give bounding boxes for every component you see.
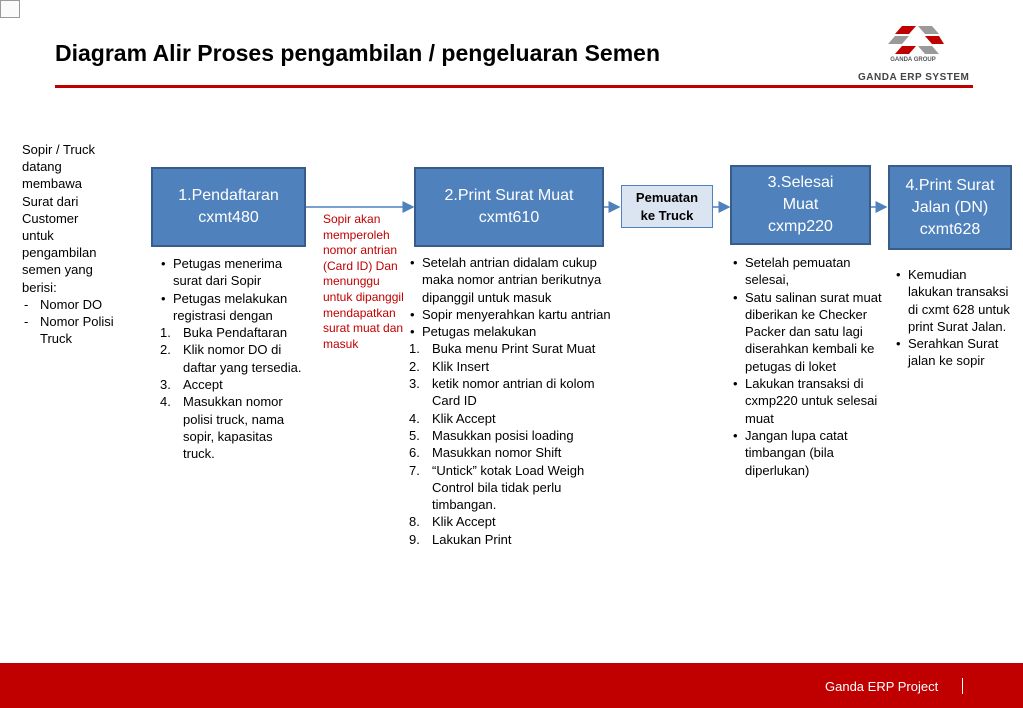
step-code: cxmt610 <box>478 209 540 226</box>
step-2-box <box>414 167 604 247</box>
note-step: 8. Klik Accept <box>408 513 623 530</box>
note-bullet: • Jangan lupa catat timbangan (bila diperlukan) <box>731 427 889 479</box>
intro-list-item: - Nomor DO <box>22 296 132 313</box>
note-bullet: • Serahkan Surat jalan ke sopir <box>894 335 1014 370</box>
note-bullet: • Petugas melakukan registrasi dengan <box>159 290 304 325</box>
note-step: 9. Lakukan Print <box>408 531 623 548</box>
intro-text <box>22 141 132 347</box>
page-title: Diagram Alir Proses pengambilan / pengeluaran Semen <box>55 40 660 66</box>
note-step: 3. Accept <box>159 376 304 393</box>
loading-label: Pemuatan <box>635 189 699 205</box>
step-label: 1.Pendaftaran <box>178 187 279 204</box>
note-bullet: • Setelah antrian didalam cukup maka nomor antrian berikutnya dipanggil untuk masuk <box>408 254 623 306</box>
note-step: 7. “Untick” kotak Load Weigh Control bila tidak perlu timbangan. <box>408 462 623 514</box>
note-bullet: • Satu salinan surat muat diberikan ke Checker Packer dan satu lagi diserahkan kembali ke petugas di loket <box>731 289 889 375</box>
logo-caption: GANDA GROUP <box>890 57 936 63</box>
title-divider <box>55 85 973 88</box>
intro-line: Customer <box>22 210 79 226</box>
note-bullet: • Kemudian lakukan transaksi di cxmt 628 untuk print Surat Jalan. <box>894 266 1014 335</box>
step-2-notes <box>408 254 623 548</box>
intro-line: semen yang <box>22 262 93 278</box>
step-code: cxmt628 <box>919 220 981 238</box>
note-bullet: • Petugas menerima surat dari Sopir <box>159 255 304 290</box>
note-step: 1. Buka Pendaftaran <box>159 324 304 341</box>
step-3-notes <box>731 254 889 479</box>
step-1-notes <box>159 255 304 463</box>
intro-list <box>22 296 132 348</box>
note-step: 5. Masukkan posisi loading <box>408 427 623 444</box>
step-label: 2.Print Surat Muat <box>444 187 574 204</box>
note-step: 6. Masukkan nomor Shift <box>408 444 623 461</box>
note-bullet: • Setelah pemuatan selesai, <box>731 254 889 289</box>
step-label: Jalan (DN) <box>911 198 989 216</box>
note-step: 4. Klik Accept <box>408 410 623 427</box>
ganda-logo-icon <box>888 24 944 58</box>
queue-note: Sopir akan memperoleh nomor antrian (Card ID) Dan menunggu untuk dipanggil mendapatkan surat muat dan masuk <box>323 212 404 351</box>
note-bullet: • Lakukan transaksi di cxmp220 untuk selesai muat <box>731 375 889 427</box>
loading-box <box>621 185 713 228</box>
step-label: 3.Selesai <box>767 174 834 191</box>
footer-text: Ganda ERP Project <box>825 679 939 694</box>
intro-list-item: - Nomor Polisi Truck <box>22 313 132 347</box>
step-label: 4.Print Surat <box>905 176 995 194</box>
step-label: Muat <box>782 196 819 213</box>
slide-thumbnail-icon <box>0 0 20 18</box>
intro-line: untuk <box>22 228 54 244</box>
note-bullet: • Petugas melakukan <box>408 323 623 340</box>
loading-label: ke Truck <box>640 207 694 223</box>
step-1-box <box>151 167 306 247</box>
intro-line: pengambilan <box>22 245 97 261</box>
step-3-box <box>730 165 871 245</box>
step-4-notes <box>894 266 1014 370</box>
intro-line: Sopir / Truck <box>22 142 95 157</box>
intro-line: Surat dari <box>22 193 79 209</box>
note-step: 1. Buka menu Print Surat Muat <box>408 340 623 357</box>
note-step: 3. ketik nomor antrian di kolom Card ID <box>408 375 623 410</box>
step-code: cxmp220 <box>768 218 833 235</box>
note-step: 4. Masukkan nomor polisi truck, nama sopir, kapasitas truck. <box>159 393 304 462</box>
note-step: 2. Klik nomor DO di daftar yang tersedia. <box>159 341 304 376</box>
logo-system-text: GANDA ERP SYSTEM <box>858 72 970 83</box>
note-bullet: • Sopir menyerahkan kartu antrian <box>408 306 623 323</box>
intro-line: datang <box>22 159 62 175</box>
intro-line: membawa <box>22 176 82 192</box>
step-4-box <box>888 165 1012 250</box>
step-code: cxmt480 <box>198 209 259 226</box>
footer-divider <box>962 678 963 694</box>
note-step: 2. Klik Insert <box>408 358 623 375</box>
intro-line: berisi: <box>22 279 57 295</box>
